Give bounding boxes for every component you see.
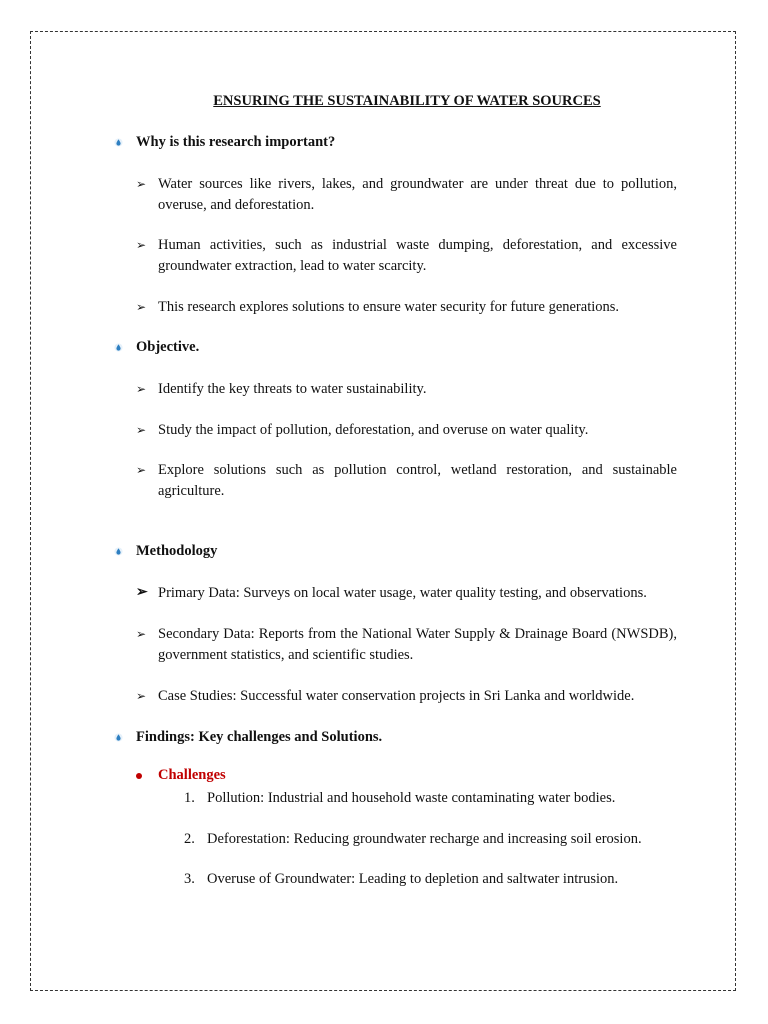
challenges-subheading-text: Challenges: [158, 767, 226, 783]
section-heading-objective: [114, 339, 199, 356]
list-item-text: Identify the key threats to water sustainability.: [158, 381, 427, 397]
arrowhead-icon: ➢: [136, 423, 147, 437]
water-drop-icon: [114, 343, 123, 352]
arrowhead-icon: ➢: [136, 177, 147, 191]
list-item: [136, 235, 677, 276]
arrowhead-icon: ➢: [136, 300, 147, 314]
bullet-dot-icon: [136, 773, 142, 779]
list-item: [136, 297, 677, 318]
numbered-item-text: Deforestation: Reducing groundwater recharge and increasing soil erosion.: [207, 831, 642, 847]
arrowhead-icon: ➢: [136, 382, 147, 396]
section-heading-text: Why is this research important?: [136, 134, 336, 150]
water-drop-icon: [114, 547, 123, 556]
section-heading-text: Objective.: [136, 339, 200, 355]
item-number: 3.: [184, 871, 195, 887]
water-drop-icon: [114, 733, 123, 742]
list-item: [136, 379, 677, 400]
list-item: [136, 174, 677, 215]
section-heading-importance: [114, 134, 335, 151]
arrowhead-icon: ➢: [136, 689, 147, 703]
list-item-text: Secondary Data: Reports from the National Water Supply & Drainage Board (NWSDB), government statistics, and scientific studies.: [158, 626, 677, 663]
list-item-text: Water sources like rivers, lakes, and groundwater are under threat due to pollution, overuse, and deforestation.: [158, 176, 677, 213]
section-heading-findings: [114, 729, 382, 746]
section-heading-text: Findings: Key challenges and Solutions.: [136, 729, 383, 745]
list-item: [136, 686, 677, 707]
list-item: [136, 420, 677, 441]
section-heading-text: Methodology: [136, 543, 218, 559]
list-item: [136, 624, 677, 665]
arrowhead-icon: ➢: [136, 238, 147, 252]
list-item-text: Human activities, such as industrial waste dumping, deforestation, and excessive groundwater extraction, lead to water scarcity.: [158, 237, 677, 274]
list-item-text: Explore solutions such as pollution control, wetland restoration, and sustainable agriculture.: [158, 462, 677, 499]
arrowhead-icon: ➢: [136, 463, 147, 477]
numbered-item: [184, 871, 618, 888]
numbered-item-text: Overuse of Groundwater: Leading to depletion and saltwater intrusion.: [207, 871, 619, 887]
list-item: [136, 583, 677, 604]
arrowhead-icon: ➢: [136, 585, 148, 600]
list-item-text: This research explores solutions to ensure water security for future generations.: [158, 299, 620, 315]
list-item-text: Case Studies: Successful water conservation projects in Sri Lanka and worldwide.: [158, 688, 635, 704]
section-heading-methodology: [114, 543, 217, 560]
numbered-item-text: Pollution: Industrial and household waste contaminating water bodies.: [207, 790, 616, 806]
numbered-item: [184, 831, 642, 848]
numbered-item: [184, 790, 615, 807]
arrowhead-icon: ➢: [136, 627, 147, 641]
water-drop-icon: [114, 138, 123, 147]
item-number: 2.: [184, 831, 195, 847]
list-item: [136, 460, 677, 501]
list-item-text: Study the impact of pollution, deforestation, and overuse on water quality.: [158, 422, 589, 438]
challenges-subheading: [136, 767, 226, 784]
item-number: 1.: [184, 790, 195, 806]
document-title: ENSURING THE SUSTAINABILITY OF WATER SOURCES: [213, 93, 601, 109]
list-item-text: Primary Data: Surveys on local water usage, water quality testing, and observations.: [158, 585, 647, 601]
